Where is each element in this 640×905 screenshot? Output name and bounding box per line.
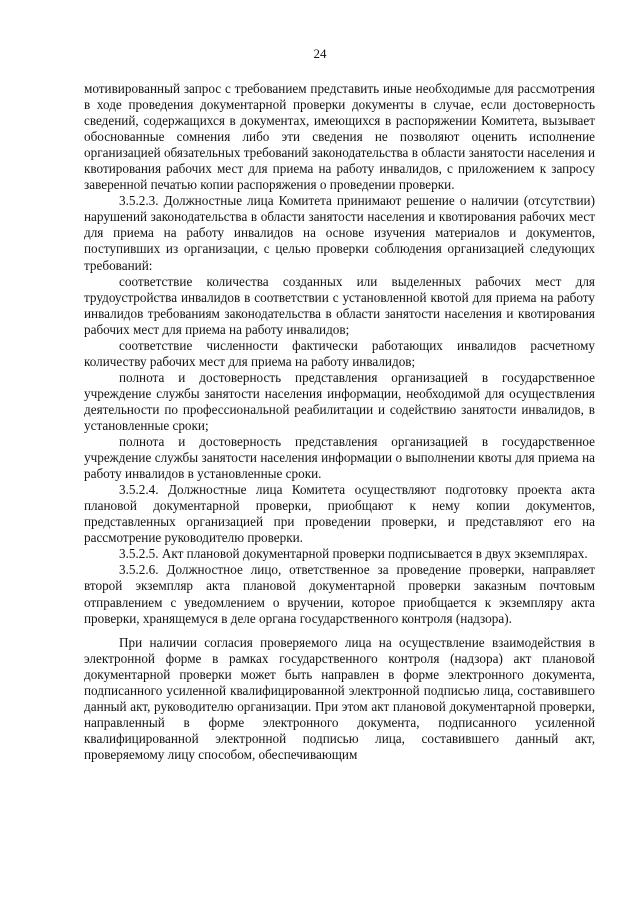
requirement-item: соответствие количества созданных или выделенных рабочих мест для трудоустройства инвалидов в соответствии с установленной квотой для приема на работу инвалидов требованиям законодательства в области занятости населения и квотирования рабочих мест для приема на работу инвалидов; xyxy=(84,273,595,337)
paragraph-3-5-2-5: 3.5.2.5. Акт плановой документарной проверки подписывается в двух экземплярах. xyxy=(119,546,588,562)
page-number: 24 xyxy=(313,46,327,61)
document-body xyxy=(84,81,595,763)
paragraph-3-5-2-3: 3.5.2.3. Должностные лица Комитета принимают решение о наличии (отсутствии) нарушений законодательства в области занятости населения и квотирования рабочих мест для приема на работу инвалидов на основе изучения материалов и документов, поступивших из организации, с целью проверки соблюдения организацией следующих требований: xyxy=(84,193,595,273)
paragraph-3-5-2-4: 3.5.2.4. Должностные лица Комитета осуществляют подготовку проекта акта плановой документарной проверки, приобщают к нему копии документов, представленных организацией при проведении проверки, и представляют его на рассмотрение руководителю проверки. xyxy=(84,482,595,546)
paragraph-electronic-form: При наличии согласия проверяемого лица на осуществление взаимодействия в электронной форме в рамках государственного контроля (надзора) акт плановой документарной проверки может быть направлен в форме электронного документа, подписанного усиленной квалифицированной электронной подписью лица, составившего данный акт, руководителю организации. При этом акт плановой документарной проверки, направленный в форме электронного документа, подписанного усиленной квалифицированной электронной подписью лица, составившего данный акт, проверяемому лицу способом, обеспечивающим xyxy=(84,634,595,762)
requirement-item: соответствие численности фактически работающих инвалидов расчетному количеству рабочих мест для приема на работу инвалидов; xyxy=(84,337,595,369)
requirement-item: полнота и достоверность представления организацией в государственное учреждение службы занятости населения информации о выполнении квоты для приема на работу инвалидов в установленные сроки. xyxy=(84,434,595,482)
requirement-item: полнота и достоверность представления организацией в государственное учреждение службы занятости населения информации, необходимой для осуществления деятельности по профессиональной реабилитации и содействию занятости инвалидов, в установленные сроки; xyxy=(84,369,595,433)
paragraph-3-5-2-6: 3.5.2.6. Должностное лицо, ответственное за проведение проверки, направляет второй экземпляр акта плановой документарной проверки заказным почтовым отправлением с уведомлением о вручении, которое приобщается к экземпляру акта проверки, хранящемуся в деле органа государственного контроля (надзора). xyxy=(84,562,595,626)
paragraph-continuation: мотивированный запрос с требованием представить иные необходимые для рассмотрения в ходе проведения документарной проверки документы в случае, если достоверность сведений, содержащихся в документах, имеющихся в распоряжении Комитета, вызывает обоснованные сомнения либо эти сведения не позволяют оценить исполнение организацией обязательных требований законодательства в области занятости населения и квотирования рабочих мест для приема на работу инвалидов, с приложением к запросу заверенной печатью копии распоряжения о проведении проверки. xyxy=(84,81,596,193)
